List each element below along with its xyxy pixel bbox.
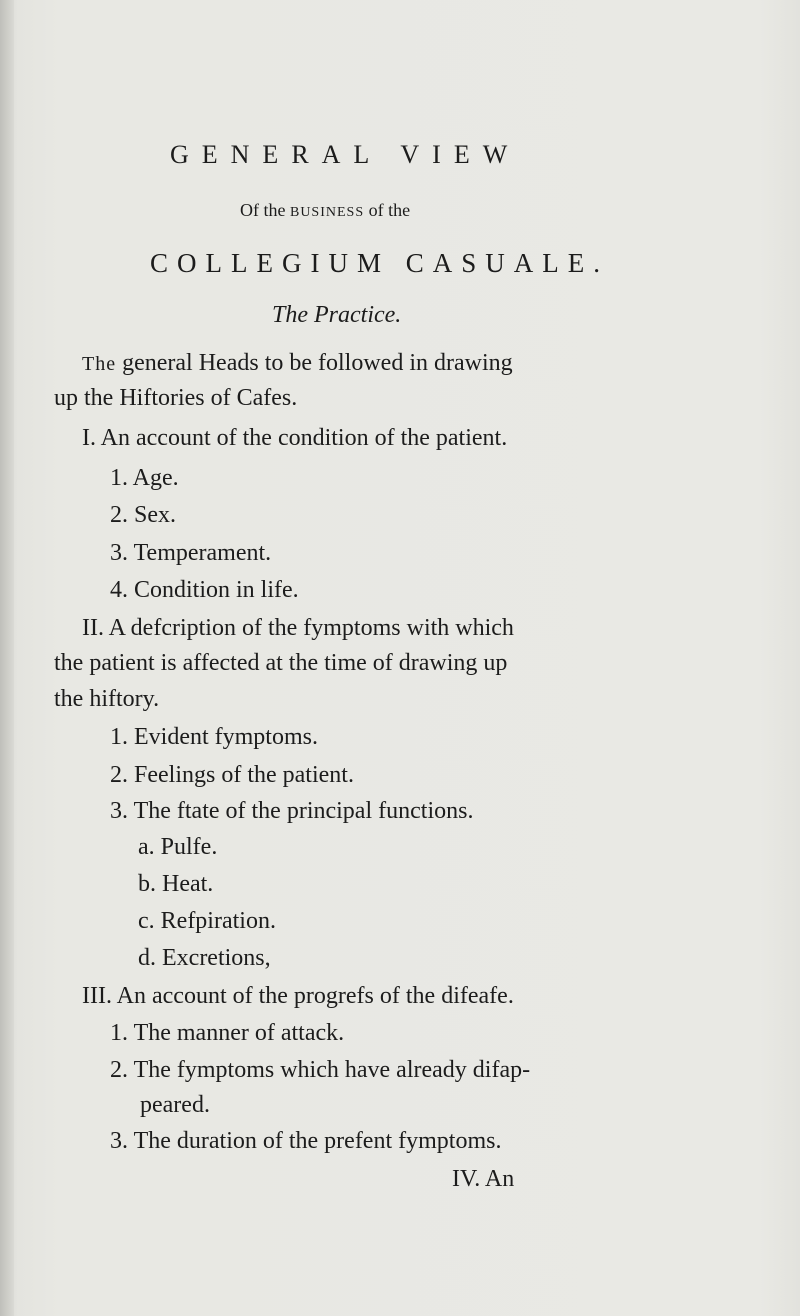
title-business: BUSINESS bbox=[289, 205, 365, 220]
line-III: III. An account of the progrefs of the difeafe. bbox=[82, 983, 514, 1009]
title-of-the: Of the bbox=[240, 200, 286, 220]
line-age: 1. Age. bbox=[110, 465, 179, 491]
title-of-the-business bbox=[240, 200, 410, 221]
line-heat: b. Heat. bbox=[138, 871, 214, 897]
intro-first-word: The bbox=[82, 353, 117, 375]
line-II-cont-2: the hiftory. bbox=[54, 686, 160, 712]
line-evident: 1. Evident fymptoms. bbox=[110, 724, 318, 750]
line-disappeared: 2. The fymptoms which have already difap- bbox=[110, 1057, 531, 1083]
intro-line-2: up the Hiftories of Cafes. bbox=[54, 385, 298, 411]
title-collegium-casuale: COLLEGIUM CASUALE. bbox=[150, 248, 609, 278]
line-II-cont-1: the patient is affected at the time of drawing up bbox=[54, 650, 508, 676]
line-excretions: d. Excretions, bbox=[138, 945, 271, 971]
line-II: II. A defcription of the fymptoms with which bbox=[82, 615, 514, 641]
line-attack: 1. The manner of attack. bbox=[110, 1020, 345, 1046]
title-of-the-2: of the bbox=[368, 200, 411, 220]
section-heading: The Practice. bbox=[272, 302, 402, 328]
line-pulse: a. Pulfe. bbox=[138, 834, 218, 860]
catchword: IV. An bbox=[452, 1166, 515, 1192]
line-functions: 3. The ftate of the principal functions. bbox=[110, 798, 474, 824]
line-feelings: 2. Feelings of the patient. bbox=[110, 762, 354, 788]
line-condition: 4. Condition in life. bbox=[110, 577, 299, 603]
line-disappeared-cont: peared. bbox=[140, 1092, 210, 1118]
intro-line-1-rest: general Heads to be followed in drawing bbox=[116, 350, 513, 376]
line-temperament: 3. Temperament. bbox=[110, 540, 272, 566]
line-duration: 3. The duration of the prefent fymptoms. bbox=[110, 1128, 502, 1154]
intro-line-1 bbox=[82, 350, 513, 377]
line-I: I. An account of the condition of the patient. bbox=[82, 425, 508, 451]
line-respiration: c. Refpiration. bbox=[138, 908, 276, 934]
page-edge bbox=[0, 0, 14, 1316]
line-sex: 2. Sex. bbox=[110, 502, 176, 528]
title-general-view: GENERAL VIEW bbox=[170, 140, 521, 169]
